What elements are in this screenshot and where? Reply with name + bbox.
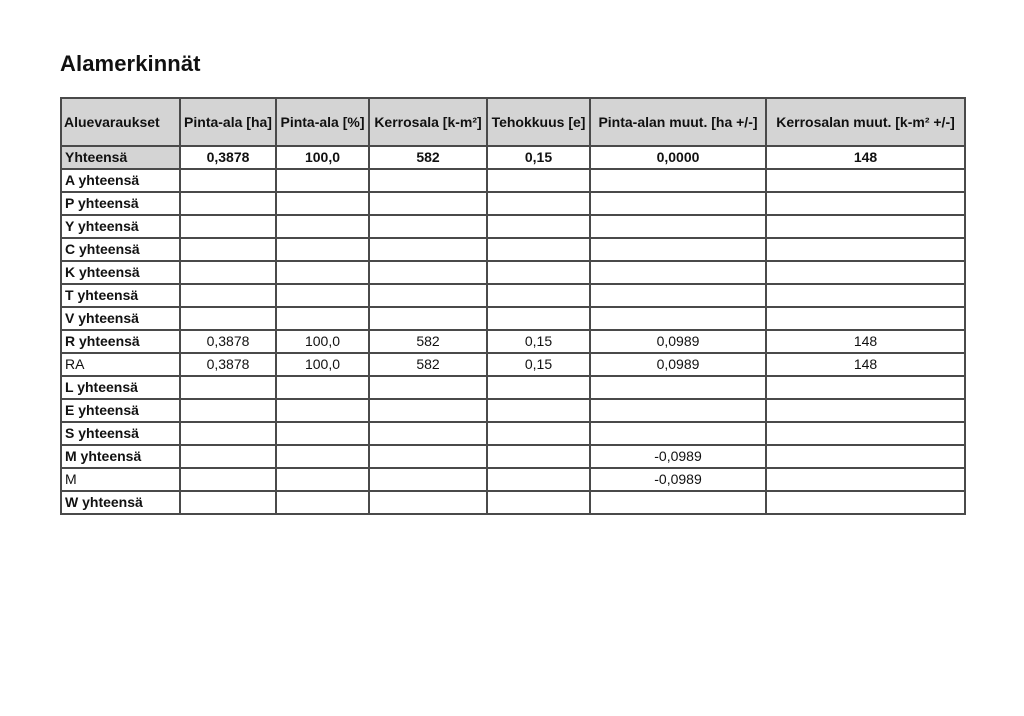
- table-cell: [276, 261, 369, 284]
- table-cell: 582: [369, 353, 487, 376]
- table-cell: 0,3878: [180, 146, 276, 169]
- table-cell: [766, 376, 965, 399]
- row-label: M: [61, 468, 180, 491]
- table-cell: [590, 169, 766, 192]
- table-cell: [487, 261, 590, 284]
- table-cell: [180, 238, 276, 261]
- table-cell: [487, 192, 590, 215]
- table-cell: 0,0989: [590, 353, 766, 376]
- table-row: [61, 238, 965, 261]
- table-cell: [369, 169, 487, 192]
- table-cell: [766, 422, 965, 445]
- column-header: Pinta-ala [%]: [276, 98, 369, 146]
- table-cell: [590, 422, 766, 445]
- table-cell: [487, 468, 590, 491]
- table-row: [61, 284, 965, 307]
- table-cell: [766, 491, 965, 514]
- table-row: [61, 399, 965, 422]
- table-cell: [276, 238, 369, 261]
- row-label: M yhteensä: [61, 445, 180, 468]
- table-cell: [487, 445, 590, 468]
- table-cell: [590, 376, 766, 399]
- row-label: A yhteensä: [61, 169, 180, 192]
- table-header-row: [61, 98, 965, 146]
- table-cell: 0,0000: [590, 146, 766, 169]
- table-row: [61, 146, 965, 169]
- table-cell: [276, 445, 369, 468]
- table-cell: 0,15: [487, 353, 590, 376]
- table-cell: [369, 215, 487, 238]
- column-header: Kerrosalan muut. [k-m² +/-]: [766, 98, 965, 146]
- table-cell: [369, 468, 487, 491]
- row-label: T yhteensä: [61, 284, 180, 307]
- table-cell: [180, 307, 276, 330]
- table-cell: [276, 422, 369, 445]
- table-row: [61, 192, 965, 215]
- row-label: C yhteensä: [61, 238, 180, 261]
- table-cell: [369, 445, 487, 468]
- table-cell: [369, 376, 487, 399]
- table-cell: 582: [369, 330, 487, 353]
- table-cell: [276, 307, 369, 330]
- table-cell: 0,3878: [180, 353, 276, 376]
- table-cell: 100,0: [276, 330, 369, 353]
- table-cell: [180, 261, 276, 284]
- table-row: [61, 215, 965, 238]
- row-label: P yhteensä: [61, 192, 180, 215]
- table-cell: [590, 238, 766, 261]
- table-cell: [766, 468, 965, 491]
- table-cell: [590, 261, 766, 284]
- table-cell: [590, 284, 766, 307]
- table-cell: [487, 215, 590, 238]
- table-cell: [590, 307, 766, 330]
- row-label: R yhteensä: [61, 330, 180, 353]
- table-cell: [276, 399, 369, 422]
- table-cell: [369, 422, 487, 445]
- column-header: Pinta-ala [ha]: [180, 98, 276, 146]
- row-label: E yhteensä: [61, 399, 180, 422]
- table-cell: 0,15: [487, 146, 590, 169]
- table-cell: 100,0: [276, 146, 369, 169]
- table-cell: [369, 192, 487, 215]
- column-header: Kerrosala [k-m²]: [369, 98, 487, 146]
- table-cell: [766, 215, 965, 238]
- row-label: S yhteensä: [61, 422, 180, 445]
- table-cell: [487, 399, 590, 422]
- table-cell: [487, 169, 590, 192]
- table-cell: 148: [766, 353, 965, 376]
- table-cell: [180, 284, 276, 307]
- table-cell: [276, 376, 369, 399]
- table-row: [61, 445, 965, 468]
- table-cell: [180, 169, 276, 192]
- table-cell: [369, 238, 487, 261]
- column-header: Tehokkuus [e]: [487, 98, 590, 146]
- table-cell: [766, 399, 965, 422]
- table-cell: [487, 376, 590, 399]
- table-cell: [180, 215, 276, 238]
- table-cell: [369, 307, 487, 330]
- table-cell: [590, 192, 766, 215]
- row-label: L yhteensä: [61, 376, 180, 399]
- row-label: V yhteensä: [61, 307, 180, 330]
- table-cell: [487, 307, 590, 330]
- table-cell: [766, 238, 965, 261]
- table-cell: [766, 307, 965, 330]
- table-cell: 0,3878: [180, 330, 276, 353]
- row-label: K yhteensä: [61, 261, 180, 284]
- table-cell: [180, 468, 276, 491]
- table-row: [61, 491, 965, 514]
- table-row: [61, 422, 965, 445]
- table-cell: 0,15: [487, 330, 590, 353]
- table-cell: [180, 399, 276, 422]
- table-cell: [766, 192, 965, 215]
- table-cell: 148: [766, 330, 965, 353]
- table-cell: [766, 169, 965, 192]
- table-body: [61, 146, 965, 514]
- page-title: Alamerkinnät: [60, 51, 201, 76]
- table-cell: [180, 192, 276, 215]
- table-cell: 100,0: [276, 353, 369, 376]
- column-header: Aluevaraukset: [61, 98, 180, 146]
- table-cell: -0,0989: [590, 445, 766, 468]
- table-cell: [276, 491, 369, 514]
- table-cell: [180, 422, 276, 445]
- table-cell: [369, 399, 487, 422]
- row-label: W yhteensä: [61, 491, 180, 514]
- table-cell: [276, 169, 369, 192]
- table-cell: 0,0989: [590, 330, 766, 353]
- table-cell: [180, 491, 276, 514]
- table-cell: [487, 491, 590, 514]
- table-cell: [180, 376, 276, 399]
- table-cell: 148: [766, 146, 965, 169]
- table-cell: [276, 215, 369, 238]
- table-cell: -0,0989: [590, 468, 766, 491]
- row-label: RA: [61, 353, 180, 376]
- table-cell: [766, 261, 965, 284]
- table-cell: [590, 491, 766, 514]
- table-cell: [276, 468, 369, 491]
- column-header: Pinta-alan muut. [ha +/-]: [590, 98, 766, 146]
- table-cell: [590, 399, 766, 422]
- table-row: [61, 353, 965, 376]
- table-cell: [180, 445, 276, 468]
- table-cell: [276, 192, 369, 215]
- table-row: [61, 307, 965, 330]
- table-cell: [487, 422, 590, 445]
- table-cell: [590, 215, 766, 238]
- table-cell: [766, 284, 965, 307]
- table-cell: [369, 491, 487, 514]
- table-row: [61, 468, 965, 491]
- table-cell: [276, 284, 369, 307]
- table-cell: [766, 445, 965, 468]
- row-label: Yhteensä: [61, 146, 180, 169]
- table-cell: [369, 261, 487, 284]
- table-row: [61, 169, 965, 192]
- table-cell: [487, 238, 590, 261]
- area-reservation-table: [60, 97, 966, 515]
- table-cell: [487, 284, 590, 307]
- table-row: [61, 330, 965, 353]
- table-row: [61, 261, 965, 284]
- table-cell: [369, 284, 487, 307]
- table-row: [61, 376, 965, 399]
- row-label: Y yhteensä: [61, 215, 180, 238]
- table-cell: 582: [369, 146, 487, 169]
